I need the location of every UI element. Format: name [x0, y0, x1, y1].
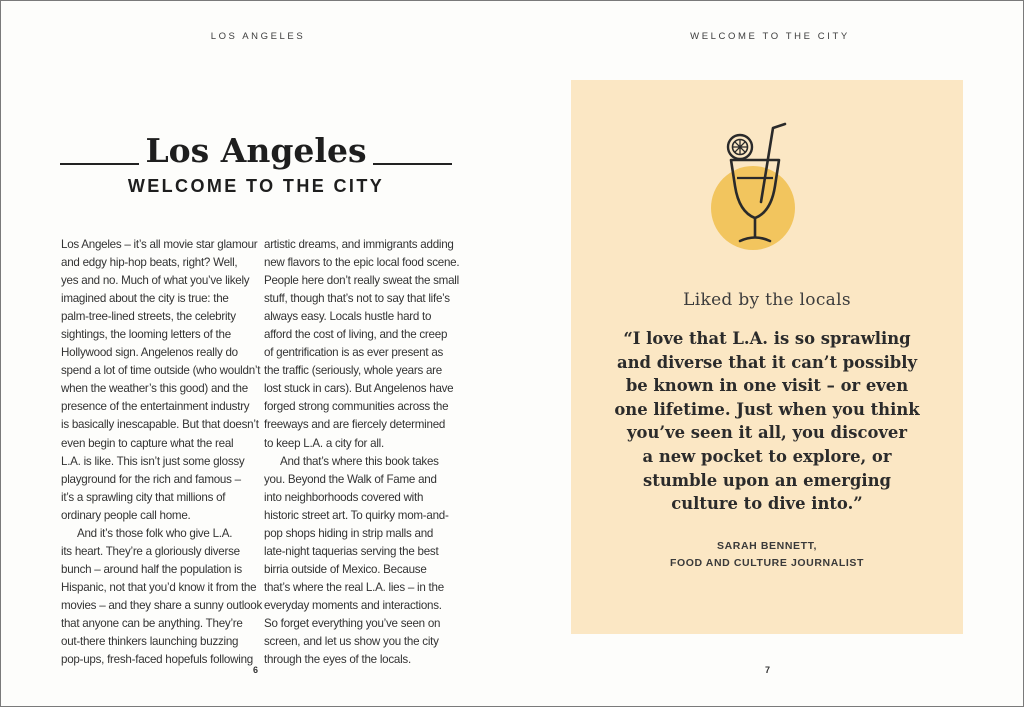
- attribution-name: SARAH BENNETT,: [717, 540, 817, 552]
- quote-line: and diverse that it can’t possibly: [616, 352, 918, 372]
- body-column-1: [61, 236, 262, 669]
- body-line: you. Beyond the Walk of Fame and: [264, 472, 437, 486]
- body-line: So forget everything you’ve seen on: [264, 616, 441, 630]
- body-line: late-night taquerias serving the best: [264, 544, 439, 558]
- left-running-head: LOS ANGELES: [210, 31, 306, 42]
- body-line: pop shops hiding in strip malls and: [264, 526, 434, 540]
- body-line: bunch – around half the population is: [61, 562, 242, 576]
- body-line: is basically inescapable. But that doesn’t: [61, 418, 259, 432]
- body-line: Hispanic, not that you’d know it from the: [61, 580, 257, 594]
- quote-line: stumble upon an emerging: [643, 470, 891, 490]
- right-running-head: WELCOME TO THE CITY: [690, 31, 850, 42]
- body-line: ordinary people call home.: [61, 508, 191, 522]
- quote-line: you’ve seen it all, you discover: [627, 423, 907, 443]
- quote-line: be known in one visit – or even: [625, 376, 909, 396]
- page-number-right: 7: [765, 665, 771, 675]
- body-line: it’s a sprawling city that millions of: [61, 490, 226, 504]
- quote-line: a new pocket to explore, or: [642, 446, 892, 466]
- body-line: historic street art. To quirky mom-and-: [264, 508, 449, 522]
- body-line: into neighborhoods covered with: [264, 490, 424, 504]
- body-line: People here don’t really sweat the small: [264, 274, 459, 288]
- body-line: always easy. Locals hustle hard to: [264, 310, 432, 324]
- page-number-left: 6: [253, 665, 259, 675]
- right-page: [512, 0, 1024, 707]
- body-line: Los Angeles – it’s all movie star glamour: [61, 238, 258, 251]
- body-line: movies – and they share a sunny outlook: [61, 598, 262, 612]
- quote-attribution: [571, 538, 963, 572]
- body-column-2: [264, 236, 459, 669]
- body-line: And it’s those folk who give L.A.: [77, 526, 233, 540]
- body-line: that anyone can be anything. They’re: [61, 616, 243, 630]
- panel-heading: Liked by the locals: [683, 290, 851, 310]
- body-line: freeways and are fiercely determined: [264, 418, 446, 432]
- body-line: to keep L.A. a city for all.: [264, 436, 384, 450]
- locals-quote-panel: [571, 80, 963, 634]
- chapter-subtitle: WELCOME TO THE CITY: [127, 176, 385, 196]
- body-line: of gentrification is as ever present as: [264, 346, 444, 360]
- body-line: and edgy hip-hop beats, right? Well,: [61, 256, 238, 270]
- body-line: through the eyes of the locals.: [264, 653, 411, 667]
- attribution-role: FOOD AND CULTURE JOURNALIST: [669, 557, 865, 569]
- body-line: playground for the rich and famous –: [61, 472, 241, 486]
- quote-line: “I love that L.A. is so sprawling: [623, 329, 911, 348]
- body-line: yes and no. Much of what you’ve likely: [61, 274, 250, 288]
- chapter-title-text: Los Angeles: [139, 131, 372, 170]
- body-line: pop-ups, fresh-faced hopefuls following: [61, 653, 253, 667]
- body-line: sightings, the looming letters of the: [61, 328, 231, 342]
- body-line: everyday moments and interactions.: [264, 598, 442, 612]
- locals-quote: [591, 327, 943, 516]
- body-line: even begin to capture what the real: [61, 436, 234, 450]
- body-line: imagined about the city is true: the: [61, 292, 229, 306]
- body-line: palm-tree-lined streets, the celebrity: [61, 310, 236, 324]
- body-line: lost stuck in cars). But Angelenos have: [264, 382, 454, 396]
- body-line: And that’s where this book takes: [280, 454, 439, 468]
- body-line: new flavors to the epic local food scene.: [264, 256, 460, 270]
- body-line: afford the cost of living, and the creep: [264, 328, 448, 342]
- body-line: its heart. They’re a gloriously diverse: [61, 544, 240, 558]
- body-line: spend a lot of time outside (who wouldn’t: [61, 364, 261, 378]
- body-line: artistic dreams, and immigrants adding: [264, 238, 454, 251]
- body-line: when the weather’s this good) and the: [61, 382, 248, 396]
- quote-line: culture to dive into.”: [671, 494, 863, 514]
- cocktail-glass-icon: [711, 120, 821, 260]
- chapter-title: [60, 131, 452, 171]
- body-line: L.A. is like. This isn’t just some glossy: [61, 454, 245, 468]
- body-line: the traffic (seriously, whole years are: [264, 364, 442, 378]
- body-line: out-there thinkers launching buzzing: [61, 635, 239, 649]
- body-line: forged strong communities across the: [264, 400, 449, 414]
- quote-line: one lifetime. Just when you think: [614, 399, 920, 419]
- body-line: Hollywood sign. Angelenos really do: [61, 346, 238, 360]
- body-line: that’s where the real L.A. lies – in the: [264, 580, 444, 594]
- body-line: screen, and let us show you the city: [264, 635, 439, 649]
- body-line: birria outside of Mexico. Because: [264, 562, 427, 576]
- body-line: presence of the entertainment industry: [61, 400, 250, 414]
- body-line: stuff, though that’s not to say that life’s: [264, 292, 450, 306]
